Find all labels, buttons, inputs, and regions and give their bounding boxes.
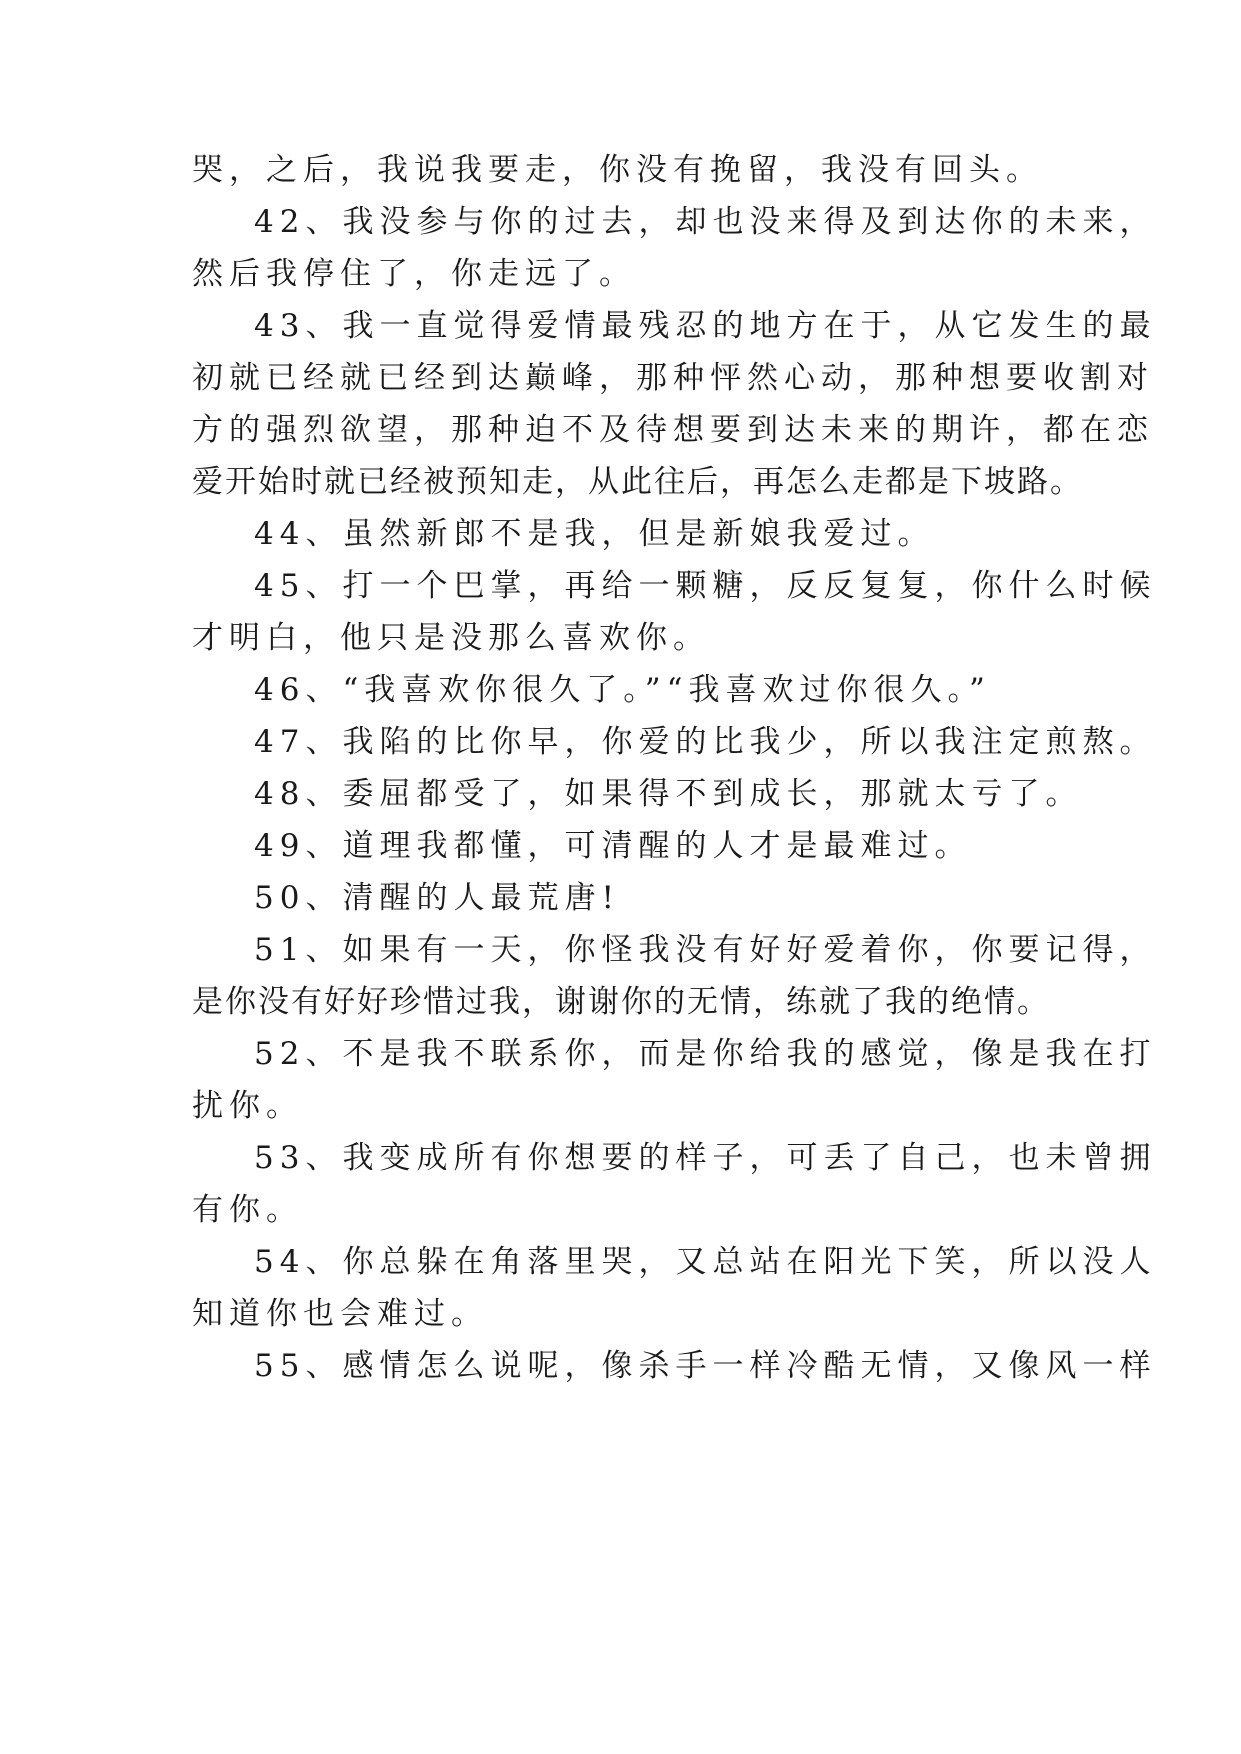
text-line: 49、道理我都懂，可清醒的人才是最难过。: [254, 828, 972, 864]
text-line: 55、感情怎么说呢，像杀手一样冷酷无情，又像风一样: [254, 1348, 1157, 1384]
text-line: 有你。: [192, 1192, 303, 1228]
text-line: 45、打一个巴掌，再给一颗糖，反反复复，你什么时候: [254, 568, 1157, 604]
text-line: 47、我陷的比你早，你爱的比我少，所以我注定煎熬。: [254, 724, 1157, 760]
text-line: 方的强烈欲望，那种迫不及待想要到达未来的期许，都在恋: [192, 412, 1154, 448]
text-line: 54、你总躲在角落里哭，又总站在阳光下笑，所以没人: [254, 1244, 1157, 1280]
text-line: 初就已经就已经到达巅峰，那种怦然心动，那种想要收割对: [192, 360, 1154, 396]
text-line: 是你没有好好珍惜过我，谢谢你的无情，练就了我的绝情。: [192, 984, 1050, 1020]
text-line: 然后我停住了，你走远了。: [192, 256, 636, 292]
text-line: 哭，之后，我说我要走，你没有挽留，我没有回头。: [192, 152, 1043, 188]
text-line: 扰你。: [192, 1088, 303, 1124]
text-line: 53、我变成所有你想要的样子，可丢了自己，也未曾拥: [254, 1140, 1157, 1176]
text-line: 52、不是我不联系你，而是你给我的感觉，像是我在打: [254, 1036, 1157, 1072]
text-line: 44、虽然新郎不是我，但是新娘我爱过。: [254, 516, 935, 552]
text-line: 知道你也会难过。: [192, 1296, 488, 1332]
text-line: 48、委屈都受了，如果得不到成长，那就太亏了。: [254, 776, 1083, 812]
text-line: 46、“我喜欢你很久了。”“我喜欢过你很久。”: [254, 672, 991, 708]
text-line: 爱开始时就已经被预知走，从此往后，再怎么走都是下坡路。: [192, 464, 1083, 500]
text-line: 才明白，他只是没那么喜欢你。: [192, 620, 710, 656]
text-line: 51、如果有一天，你怪我没有好好爱着你，你要记得，: [254, 932, 1157, 968]
text-line: 43、我一直觉得爱情最残忍的地方在于，从它发生的最: [254, 308, 1157, 344]
text-line: 42、我没参与你的过去，却也没来得及到达你的未来，: [254, 204, 1157, 240]
text-line: 50、清醒的人最荒唐!: [254, 880, 620, 916]
